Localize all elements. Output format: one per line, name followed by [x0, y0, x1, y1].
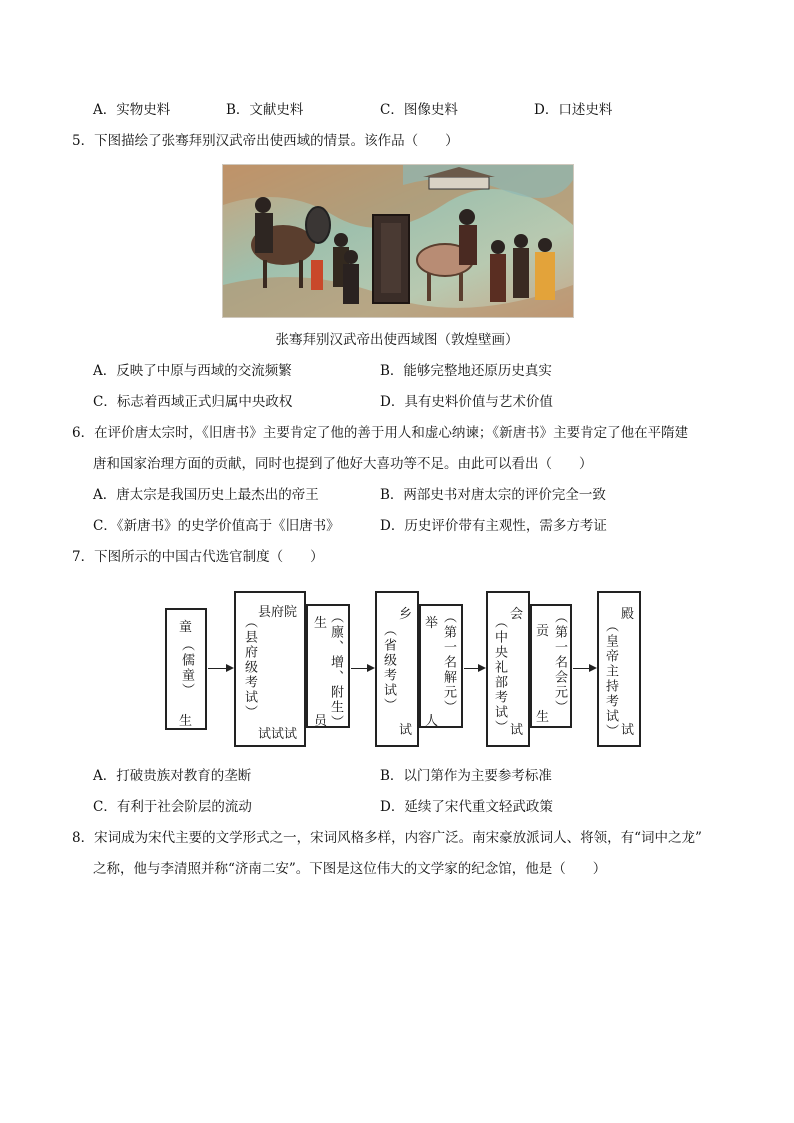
q8-stem-line1: 8．宋词成为宋代主要的文学形式之一，宋词风格多样，内容广泛。南宋豪放派词人、将领，有“词中之龙”: [72, 830, 702, 846]
q4-option-a: A．实物史料: [93, 102, 171, 118]
flow-box8-title: 殿: [621, 607, 635, 622]
q6-option-d: D．历史评价带有主观性，需多方考证: [380, 518, 607, 534]
flow-box2-end: 试试试: [258, 727, 298, 742]
flow-box3-title: 生: [314, 616, 328, 631]
flow-box6-sub: （中央礼部考试）: [492, 615, 507, 735]
q7-stem: 7．下图所示的中国古代选官制度（ ）: [72, 549, 324, 565]
flow-box7-end: 生: [536, 710, 550, 725]
q6-stem-line1: 6．在评价唐太宗时，《旧唐书》主要肯定了他的善于用人和虚心纳谏；《新唐书》主要肯定了他在平隋建: [72, 425, 689, 441]
flow-box4-sub: （省级考试）: [381, 623, 396, 713]
q6-stem-line2: 唐和国家治理方面的贡献，同时也提到了他好大喜功等不足。由此可以看出（ ）: [93, 456, 593, 472]
flow-arrow: [573, 668, 595, 669]
flow-box-tongsheng: [165, 608, 207, 730]
flow-box3-end: 员: [314, 714, 328, 729]
flow-box-juren: [419, 604, 463, 728]
q4-option-b: B．文献史料: [226, 102, 304, 118]
flow-box5-sub: （第一名解元）: [441, 610, 456, 715]
flow-box4-title: 乡: [399, 607, 413, 622]
q6-option-b: B．两部史书对唐太宗的评价完全一致: [380, 487, 606, 503]
flow-box1-title: 童: [179, 620, 193, 635]
mural-caption: 张骞拜别汉武帝出使西域图（敦煌壁画）: [275, 332, 519, 348]
flow-box2-top: 县府院: [258, 605, 298, 620]
q7-option-b: B．以门第作为主要参考标准: [380, 768, 552, 784]
flow-arrow: [464, 668, 484, 669]
q6-option-a: A．唐太宗是我国历史上最杰出的帝王: [93, 487, 319, 503]
flow-box8-sub: （皇帝主持考试）: [603, 619, 618, 739]
flow-box-gongsheng: [530, 604, 572, 728]
q7-option-a: A．打破贵族对教育的垄断: [93, 768, 252, 784]
dunhuang-mural-image: [222, 164, 574, 318]
flow-box4-end: 试: [399, 723, 413, 738]
flow-box1-end: 生: [179, 714, 193, 729]
q5-option-a: A．反映了中原与西域的交流频繁: [93, 363, 292, 379]
q7-option-d: D．延续了宋代重文轻武政策: [380, 799, 553, 815]
flow-box6-title: 会: [510, 607, 524, 622]
q4-option-c: C．图像史料: [380, 102, 458, 118]
q6-option-c: C．《新唐书》的史学价值高于《旧唐书》: [93, 518, 340, 534]
flow-box5-end: 人: [425, 714, 439, 729]
flow-box-huishi: [486, 591, 530, 747]
flow-arrow: [208, 668, 232, 669]
flow-box3-sub: （廪、增、附生）: [328, 610, 343, 730]
flow-box8-end: 试: [621, 723, 635, 738]
flow-box-xiangshi: [375, 591, 419, 747]
flow-box6-end: 试: [510, 723, 524, 738]
flow-box-dianshi: [597, 591, 641, 747]
mural-illustration: [223, 165, 573, 317]
q7-option-c: C．有利于社会阶层的流动: [93, 799, 252, 815]
flow-box2-sub: （县府级考试）: [242, 615, 257, 720]
q5-option-d: D．具有史料价值与艺术价值: [380, 394, 553, 410]
flow-box1-sub: （儒童）: [179, 638, 194, 698]
flow-box7-sub: （第一名会元）: [552, 610, 567, 715]
flow-arrow: [351, 668, 373, 669]
q5-stem: 5．下图描绘了张骞拜别汉武帝出使西域的情景。该作品（ ）: [72, 133, 459, 149]
flow-box5-title: 举: [425, 616, 439, 631]
q8-stem-line2: 之称，他与李清照并称“济南二安”。下图是这位伟大的文学家的纪念馆，他是（ ）: [93, 861, 607, 877]
q4-option-d: D．口述史料: [534, 102, 613, 118]
q5-option-b: B．能够完整地还原历史真实: [380, 363, 552, 379]
q5-option-c: C．标志着西域正式归属中央政权: [93, 394, 293, 410]
flow-box-shengyuan: [306, 604, 350, 728]
flow-box7-title: 贡: [536, 624, 550, 639]
flow-box-yuanshi: [234, 591, 306, 747]
